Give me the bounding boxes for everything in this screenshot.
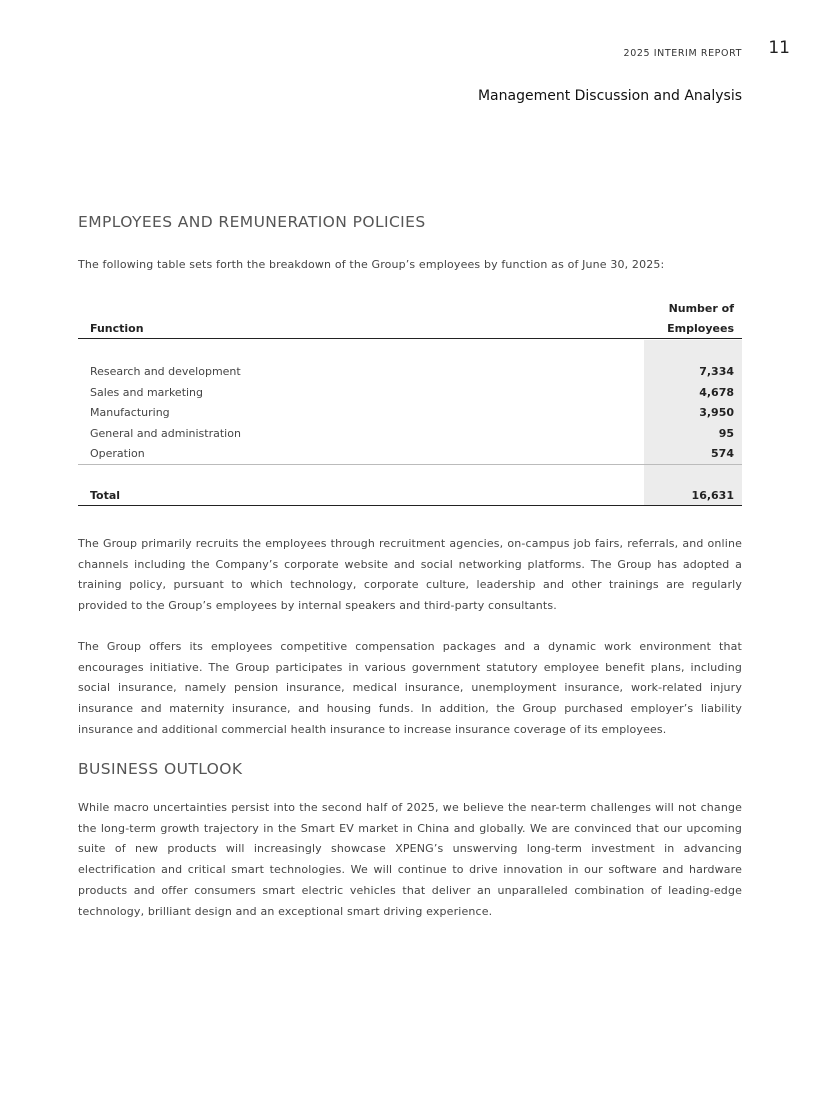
section-title: Management Discussion and Analysis <box>477 88 742 104</box>
row-value: 95 <box>718 427 734 440</box>
total-value: 16,631 <box>691 489 734 502</box>
row-function: General and administration <box>90 427 241 440</box>
row-function: Manufacturing <box>90 406 170 419</box>
employees-heading: EMPLOYEES AND REMUNERATION POLICIES <box>78 213 426 231</box>
outlook-paragraph: While macro uncertainties persist into the second half of 2025, we believe the near-term challenges will not change the long-term growth trajectory in the Smart EV market in China and globally. We are convinced that our upcoming suite of new products will increasingly showcase XPENG’s unswerving long-term investment in advancing electrification and critical smart technologies. We will continue to drive innovation in our software and hardware products and offer consumers smart electric vehicles that deliver an unparalleled combination of leading-edge technology, brilliant design and an exceptional smart driving experience. <box>78 801 742 918</box>
row-value: 3,950 <box>699 406 734 419</box>
compensation-paragraph: The Group offers its employees competitive compensation packages and a dynamic work environment that encourages initiative. The Group participates in various government statutory employee benefit plans, including social insurance, namely pension insurance, medical insurance, unemployment insurance, work-related injury insurance and maternity insurance, and housing funds. In addition, the Group purchased employer’s liability insurance and additional commercial health insurance to increase insurance coverage of its employees. <box>78 640 742 736</box>
col-header-number-line2: Employees <box>667 322 734 335</box>
report-title: 2025 INTERIM REPORT <box>623 48 742 59</box>
recruitment-paragraph: The Group primarily recruits the employees through recruitment agencies, on-campus job fairs, referrals, and online channels including the Company’s corporate website and social networking platforms. The Group has adopted a training policy, pursuant to which technology, corporate culture, leadership and other trainings are regularly provided to the Group’s employees by internal speakers and third-party consultants. <box>78 537 742 613</box>
col-header-function: Function <box>90 322 144 335</box>
total-label: Total <box>90 489 121 502</box>
row-value: 7,334 <box>699 365 734 378</box>
employees-intro: The following table sets forth the breakdown of the Group’s employees by function as of June 30, 2025: <box>78 258 665 271</box>
table-header-rule <box>78 338 742 339</box>
table-bottom-rule <box>78 505 742 506</box>
page-number: 11 <box>768 38 790 58</box>
row-value: 574 <box>711 447 734 460</box>
row-function: Research and development <box>90 365 241 378</box>
outlook-heading: BUSINESS OUTLOOK <box>78 760 243 778</box>
row-function: Sales and marketing <box>90 386 204 399</box>
table-total-rule <box>78 464 742 465</box>
col-header-number-line1: Number of <box>668 302 734 315</box>
row-function: Operation <box>90 447 145 460</box>
row-value: 4,678 <box>699 386 734 399</box>
